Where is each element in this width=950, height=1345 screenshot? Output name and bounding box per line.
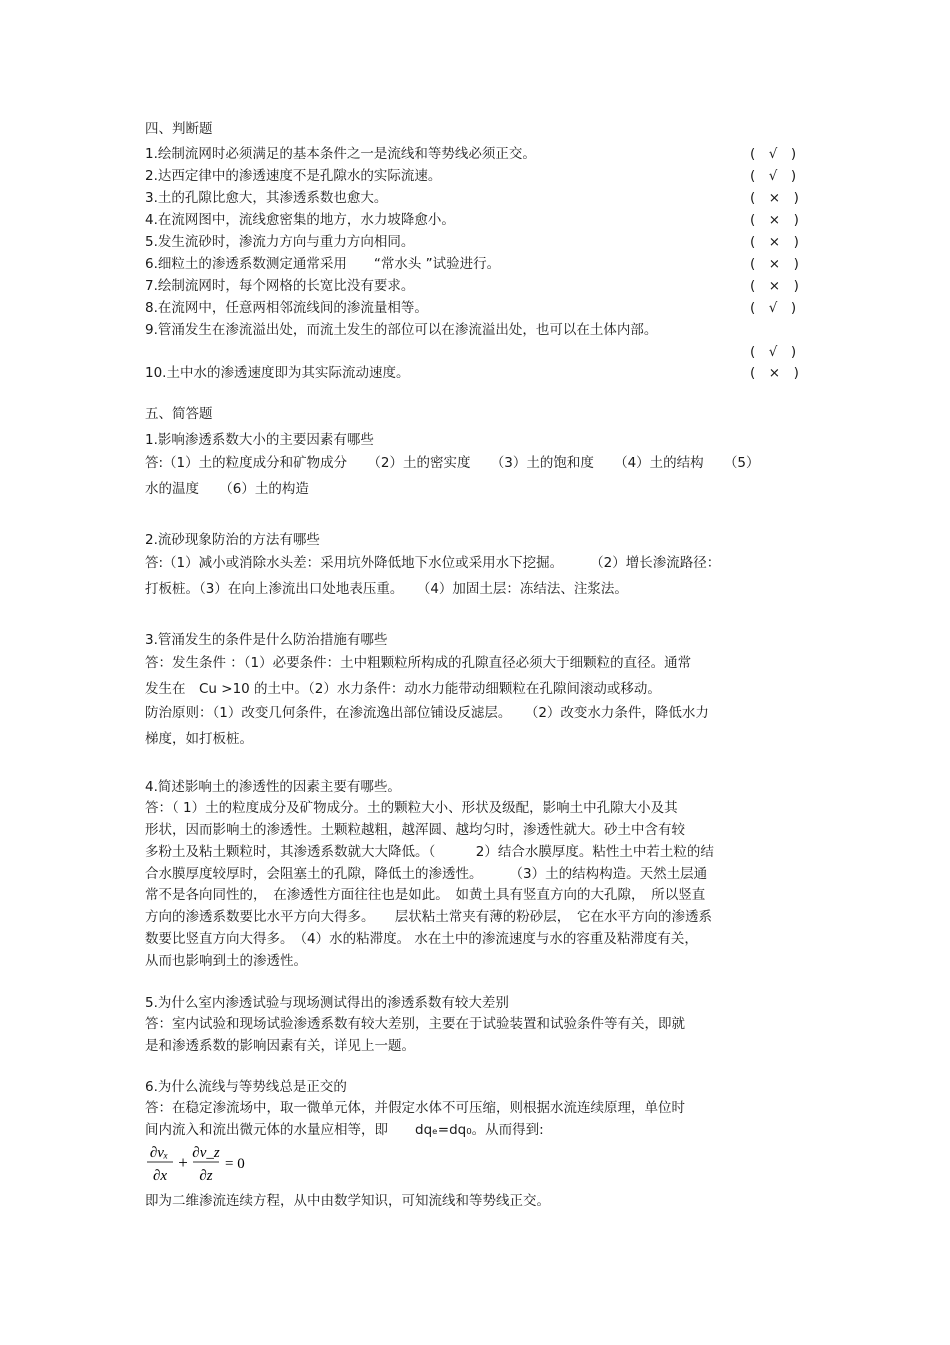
tf-mark-4: ( × ) <box>750 212 799 228</box>
tf-item-2: 2.达西定律中的渗透速度不是孔隙水的实际流速。 <box>145 168 442 184</box>
formula-num2: ∂v_z <box>192 1145 220 1161</box>
q6-answer-line: 答：在稳定渗流场中，取一微单元体，并假定水体不可压缩，则根据水流连续原理，单位时 <box>145 1100 685 1116</box>
q4-answer-line: 常不是各向同性的， 在渗透性方面往往也是如此。 如黄土具有竖直方向的大孔隙， 所以竖直 <box>145 887 706 903</box>
q4-answer-line: 从而也影响到土的渗透性。 <box>145 953 307 969</box>
q5-answer-line: 是和渗透系数的影响因素有关，详见上一题。 <box>145 1038 415 1054</box>
formula-rhs: = 0 <box>225 1156 245 1172</box>
q2-answer-line: 打板桩。（3）在向上渗流出口处地表压重。 （4）加固土层：冻结法、注浆法。 <box>145 581 628 597</box>
q3-question: 3.管涌发生的条件是什么防治措施有哪些 <box>145 632 388 648</box>
formula-den2: ∂z <box>199 1168 213 1184</box>
tf-item-6: 6.细粒土的渗透系数测定通常采用 “常水头 ”试验进行。 <box>145 256 501 272</box>
tf-item-3: 3.土的孔隙比愈大，其渗透系数也愈大。 <box>145 190 388 206</box>
q4-answer-line: 形状，因而影响土的渗透性。土颗粒越粗，越浑圆、越均匀时，渗透性就大。砂土中含有较 <box>145 822 685 838</box>
q1-question: 1.影响渗透系数大小的主要因素有哪些 <box>145 432 374 448</box>
q3-answer-line: 梯度，如打板桩。 <box>145 731 253 747</box>
section5-title: 五、简答题 <box>145 406 213 422</box>
tf-item-1: 1.绘制流网时必须满足的基本条件之一是流线和等势线必须正交。 <box>145 146 536 162</box>
tf-item-4: 4.在流网图中，流线愈密集的地方，水力坡降愈小。 <box>145 212 455 228</box>
q5-question: 5.为什么室内渗透试验与现场测试得出的渗透系数有较大差别 <box>145 995 509 1011</box>
tf-item-10: 10.土中水的渗透速度即为其实际流动速度。 <box>145 365 410 381</box>
tf-item-8: 8.在流网中，任意两相邻流线间的渗流量相等。 <box>145 300 428 316</box>
q1-answer-line: 水的温度 （6）土的构造 <box>145 481 309 497</box>
q2-question: 2.流砂现象防治的方法有哪些 <box>145 532 320 548</box>
tf-mark-9: ( √ ) <box>750 344 797 360</box>
q1-answer-line: 答:（1）土的粒度成分和矿物成分 （2）土的密实度 （3）土的饱和度 （4）土的结构 （5） <box>145 455 760 471</box>
tf-mark-7: ( × ) <box>750 278 799 294</box>
formula-plus: + <box>178 1153 188 1172</box>
tf-mark-5: ( × ) <box>750 234 799 250</box>
formula-den1: ∂x <box>152 1168 168 1184</box>
tf-mark-2: ( √ ) <box>750 168 797 184</box>
tf-mark-1: ( √ ) <box>750 146 797 162</box>
q4-answer-line: 合水膜厚度较厚时，会阻塞土的孔隙，降低土的渗透性。 （3）土的结构构造。天然土层通 <box>145 866 708 882</box>
tf-mark-10: ( × ) <box>750 365 799 381</box>
q3-answer-line: 答：发生条件 ：（1）必要条件：土中粗颗粒所构成的孔隙直径必须大于细颗粒的直径。通常 <box>145 655 692 671</box>
tf-mark-8: ( √ ) <box>750 300 797 316</box>
tf-mark-6: ( × ) <box>750 256 799 272</box>
q6-answer-line: 间内流入和流出微元体的水量应相等，即 dqₑ=dq₀。从而得到: <box>145 1122 544 1138</box>
q3-answer-line: 发生在 Cu >10 的土中。（2）水力条件：动水力能带动细颗粒在孔隙间滚动或移动。 <box>145 681 661 697</box>
q6-question: 6.为什么流线与等势线总是正交的 <box>145 1079 347 1095</box>
tf-item-9: 9.管涌发生在渗流溢出处，而流土发生的部位可以在渗流溢出处，也可以在土体内部。 <box>145 322 658 338</box>
q4-answer-line: 多粉土及粘土颗粒时，其渗透系数就大大降低。（ 2）结合水膜厚度。粘性土中若土粒的结 <box>145 844 714 860</box>
tf-item-5: 5.发生流砂时，渗流力方向与重力方向相同。 <box>145 234 415 250</box>
q4-question: 4.简述影响土的渗透性的因素主要有哪些。 <box>145 779 401 795</box>
q5-answer-line: 答：室内试验和现场试验渗透系数有较大差别，主要在于试验装置和试验条件等有关，即就 <box>145 1016 685 1032</box>
tf-mark-3: ( × ) <box>750 190 799 206</box>
q3-answer-line: 防治原则：（1）改变几何条件，在渗流逸出部位铺设反滤层。 （2）改变水力条件，降低水力 <box>145 705 709 721</box>
q4-answer-line: 方向的渗透系数要比水平方向大得多。 层状粘土常夹有薄的粉砂层， 它在水平方向的渗透系 <box>145 909 712 925</box>
q2-answer-line: 答:（1）减小或消除水头差：采用坑外降低地下水位或采用水下挖掘。 （2）增长渗流路径： <box>145 555 721 571</box>
tf-item-7: 7.绘制流网时，每个网格的长宽比没有要求。 <box>145 278 415 294</box>
formula-num1: ∂vₓ <box>149 1145 169 1161</box>
q4-answer-line: 数要比竖直方向大得多。 （4）水的粘滞度。 水在土中的渗流速度与水的容重及粘滞度有关， <box>145 931 698 947</box>
section4-title: 四、判断题 <box>145 121 213 137</box>
continuity-equation <box>145 1140 255 1186</box>
q4-answer-line: 答：（ 1）土的粒度成分及矿物成分。土的颗粒大小、形状及级配，影响土中孔隙大小及其 <box>145 800 678 816</box>
q6-conclusion: 即为二维渗流连续方程，从中由数学知识，可知流线和等势线正交。 <box>145 1193 550 1209</box>
